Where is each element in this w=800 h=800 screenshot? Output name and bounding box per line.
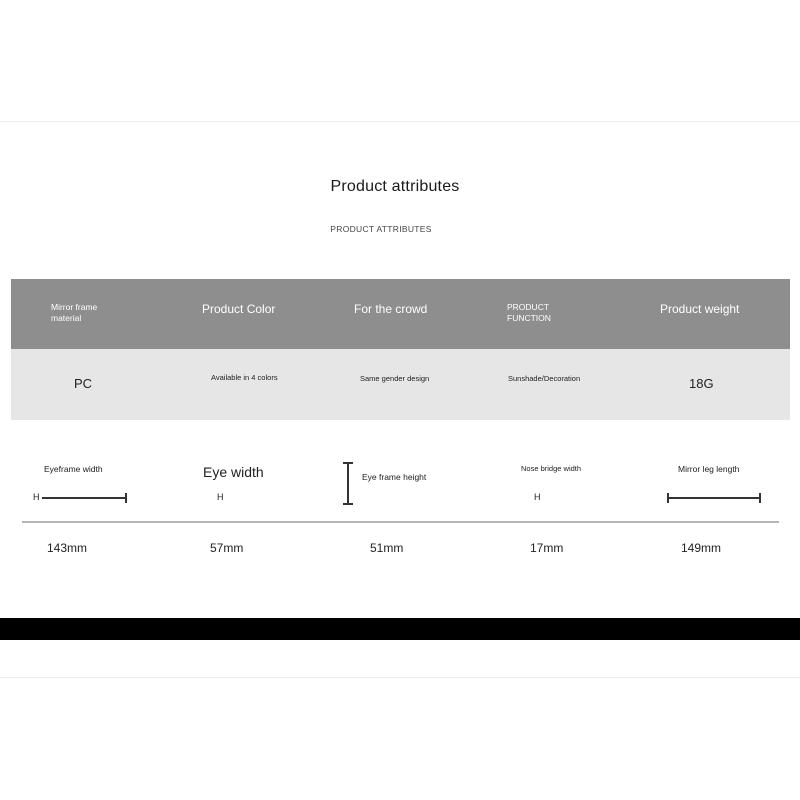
- dim-value-eyeframe-width: 143mm: [47, 541, 88, 555]
- value-crowd: Same gender design: [360, 374, 430, 383]
- header-mirror-frame-material: [51, 302, 97, 324]
- value-material: PC: [74, 376, 93, 391]
- header-product-weight: Product weight: [660, 302, 740, 316]
- dim-value-nose-bridge-width: 17mm: [530, 541, 564, 555]
- footer-band: [0, 618, 800, 640]
- header-line: material: [51, 313, 82, 323]
- h-marker: H: [534, 492, 541, 502]
- h-marker: H: [33, 492, 40, 502]
- dim-label-eye-frame-height: Eye frame height: [362, 472, 427, 482]
- value-function: Sunshade/Decoration: [508, 374, 581, 383]
- header-product-color: Product Color: [202, 302, 276, 316]
- dim-value-eye-frame-height: 51mm: [370, 541, 404, 555]
- header-line: FUNCTION: [507, 313, 551, 323]
- dim-value-eye-width: 57mm: [210, 541, 244, 555]
- header-line: Mirror frame: [51, 302, 98, 312]
- attributes-header-row: [11, 279, 790, 349]
- dim-label-eye-width: Eye width: [203, 464, 264, 480]
- section-title: Product attributes: [330, 178, 460, 195]
- value-color: Available in 4 colors: [211, 373, 278, 382]
- top-divider: [0, 121, 800, 122]
- h-marker: H: [217, 492, 224, 502]
- dim-value-mirror-leg-length: 149mm: [681, 541, 722, 555]
- header-product-function: [507, 302, 551, 324]
- header-for-the-crowd: For the crowd: [354, 302, 428, 316]
- header-line: PRODUCT: [507, 302, 550, 312]
- dim-label-eyeframe-width: Eyeframe width: [44, 464, 103, 474]
- value-weight: 18G: [689, 376, 714, 391]
- attributes-values-row: [11, 349, 790, 420]
- bottom-divider: [0, 677, 800, 678]
- section-subtitle: PRODUCT ATTRIBUTES: [330, 224, 432, 234]
- dim-label-mirror-leg-length: Mirror leg length: [678, 464, 740, 474]
- dimensions-divider: [22, 521, 779, 523]
- dim-label-nose-bridge-width: Nose bridge width: [521, 464, 582, 473]
